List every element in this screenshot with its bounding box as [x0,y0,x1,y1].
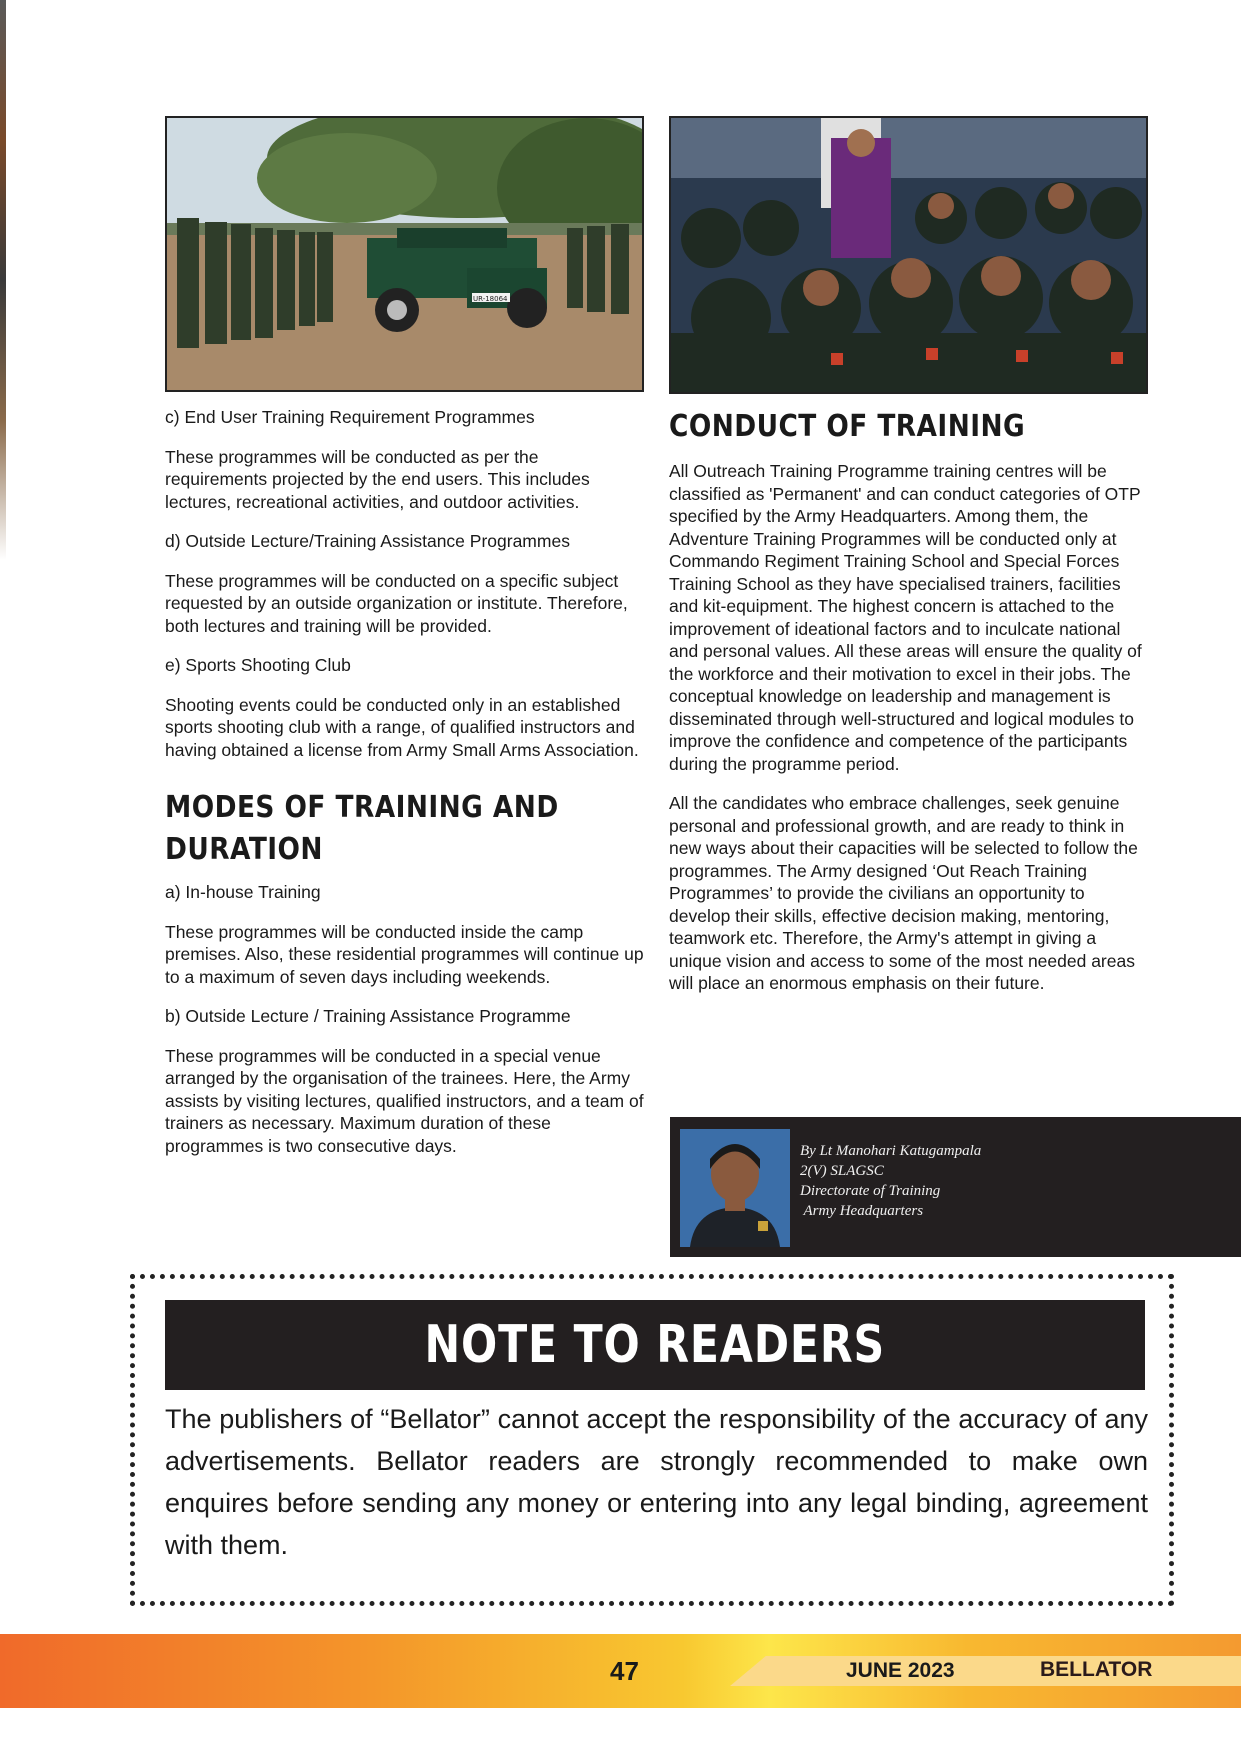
section-d-title: d) Outside Lecture/Training Assistance Programmes [165,531,570,551]
note-title-banner [165,1300,1145,1390]
author-unit: 2(V) SLAGSC [800,1163,884,1179]
section-a-title: a) In-house Training [165,882,321,902]
right-column [669,406,1149,1012]
author-credit [800,1141,981,1221]
author-portrait [680,1129,790,1247]
author-headquarters: Army Headquarters [800,1203,924,1219]
jeep-plate: UR-18064 [473,295,508,303]
note-title: NOTE TO READERS [424,1315,886,1375]
section-e-title: e) Sports Shooting Club [165,655,351,675]
author-box [670,1117,1241,1257]
magazine-name: BELLATOR [1040,1658,1153,1681]
left-column [165,406,645,1174]
conduct-paragraph-2: All the candidates who embrace challenges, seek genuine personal and professional growth, and are ready to think in new ways about their capacities will be selected to follow the programmes. The Army designed ‘Out Reach Training Programmes’ to provide the civilians an opportunity to develop their skills, effective decision making, mentoring, teamwork etc. Therefore, the Army's attempt in giving a unique vision and access to some of the most needed areas will place an enormous emphasis on their future. [669,793,1138,993]
modes-heading: MODES OF TRAINING AND DURATION [165,790,559,867]
author-directorate: Directorate of Training [800,1183,941,1199]
note-body: The publishers of “Bellator” cannot accept the responsibility of the accuracy of any advertisements. Bellator readers are strongly recommended to make own enquires before sending any money or entering into any legal binding, agreement with them. [165,1404,1148,1560]
section-a-body: These programmes will be conducted inside the camp premises. Also, these residential programmes will continue up to a maximum of seven days including weekends. [165,921,644,987]
section-b-body: These programmes will be conducted in a special venue arranged by the organisation of the trainees. Here, the Army assists by visiting lectures, qualified instructors, and a team of trainers as necessary. Maximum duration of these programmes is two consecutive days. [165,1045,644,1156]
page-number: 47 [610,1656,639,1686]
issue-date: JUNE 2023 [846,1659,955,1682]
conduct-heading: CONDUCT OF TRAINING [669,409,1026,444]
photo-lecture-audience [669,116,1148,394]
page-edge-strip [0,0,6,560]
author-name: By Lt Manohari Katugampala [800,1143,982,1159]
section-b-title: b) Outside Lecture / Training Assistance Programme [165,1006,571,1026]
footer-tab [730,1656,1241,1686]
photo-soldiers-jeep [165,116,644,392]
section-c-title: c) End User Training Requirement Programmes [165,407,535,427]
section-d-body: These programmes will be conducted on a specific subject requested by an outside organization or institute. Therefore, both lectures and training will be provided. [165,570,628,636]
conduct-paragraph-1: All Outreach Training Programme training centres will be classified as 'Permanent' and can conduct categories of OTP specified by the Army Headquarters. Among them, the Adventure Training Programmes will be conducted only at Commando Regiment Training School and Special Forces Training School as they have specialised trainers, facilities and kit-equipment. The highest concern is attached to the improvement of ideational factors and to inculcate national and personal values. All these areas will ensure the quality of the workforce and their motivation to excel in their jobs. The conceptual knowledge on leadership and management is disseminated through well-structured and logical modules to improve the confidence and competence of the participants during the programme period. [669,461,1142,774]
section-e-body: Shooting events could be conducted only in an established sports shooting club with a range, of qualified instructors and having obtained a license from Army Small Arms Association. [165,694,639,760]
section-c-body: These programmes will be conducted as per the requirements projected by the end users. This includes lectures, recreational activities, and outdoor activities. [165,446,590,512]
